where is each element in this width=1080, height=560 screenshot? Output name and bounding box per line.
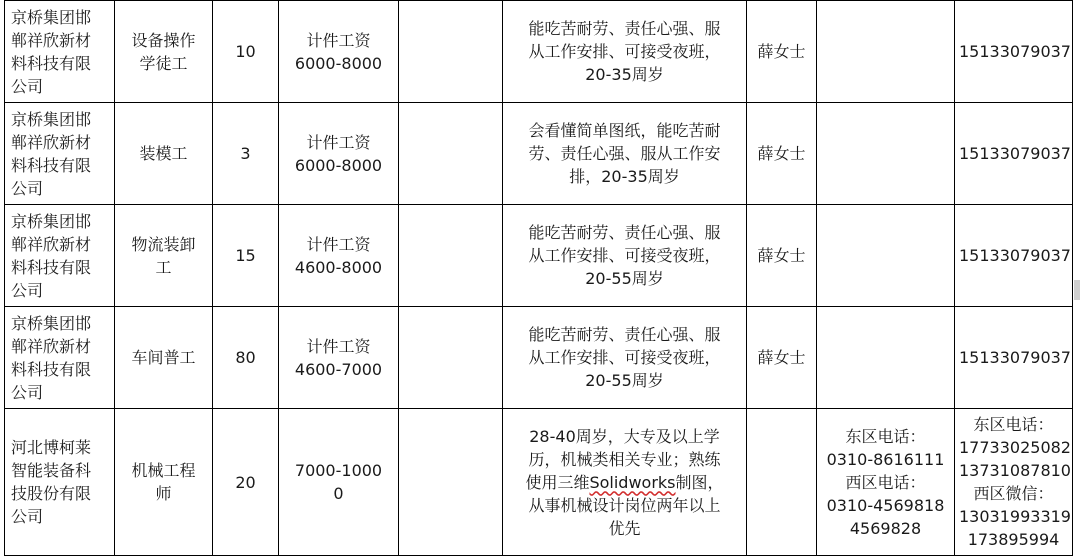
requirements-cell-line: 20-55周岁 bbox=[585, 269, 664, 288]
table-row bbox=[5, 1, 1073, 103]
requirements-cell-line: 能吃苦耐劳、责任心强、服 bbox=[528, 325, 721, 344]
blank-cell bbox=[399, 205, 503, 307]
salary-cell-line: 计件工资 bbox=[306, 132, 371, 152]
requirements-cell-line: 能吃苦耐劳、责任心强、服 bbox=[528, 223, 721, 242]
requirements-cell-line: 历，机械类相关专业；熟练 bbox=[528, 449, 721, 469]
company-cell-line: 公司 bbox=[11, 178, 44, 198]
contact-phone-cell bbox=[817, 103, 955, 205]
company-cell-line: 郸祥欣新材 bbox=[11, 234, 92, 254]
position-cell-line: 师 bbox=[155, 484, 172, 503]
contact-cell: 薛女士 bbox=[747, 307, 817, 409]
company-cell-line: 料科技有限 bbox=[11, 53, 92, 73]
requirements-cell-line: 20-35周岁 bbox=[585, 65, 664, 84]
salary-cell bbox=[279, 307, 399, 409]
contact-phone-cell bbox=[817, 409, 955, 556]
phone-cell-line: 15133079037 bbox=[959, 144, 1071, 163]
table-row bbox=[5, 103, 1073, 205]
company-cell-line: 河北博柯莱 bbox=[11, 438, 92, 457]
salary-cell-line: 计件工资 bbox=[306, 234, 371, 254]
salary-cell-line: 7000-1000 bbox=[294, 461, 383, 480]
company-cell bbox=[5, 307, 115, 409]
salary-cell bbox=[279, 409, 399, 556]
company-cell-line: 智能装备科 bbox=[11, 461, 92, 480]
position-cell-line: 工 bbox=[155, 257, 172, 277]
company-cell bbox=[5, 103, 115, 205]
contact-phone-cell-line: 4569828 bbox=[849, 518, 922, 538]
position-cell-line: 车间普工 bbox=[131, 348, 196, 367]
count-cell: 10 bbox=[213, 1, 279, 103]
company-cell-line: 京桥集团邯 bbox=[11, 7, 92, 27]
phone-cell-line: 15133079037 bbox=[959, 42, 1071, 61]
position-cell bbox=[115, 307, 213, 409]
position-cell-line: 物流装卸 bbox=[131, 234, 196, 254]
salary-cell-line: 6000-8000 bbox=[294, 155, 383, 175]
salary-cell-line: 计件工资 bbox=[306, 30, 371, 50]
contact-cell bbox=[747, 409, 817, 556]
blank-cell bbox=[399, 1, 503, 103]
requirements-cell-line: 从工作安排、可接受夜班， bbox=[528, 246, 721, 265]
salary-cell-line: 0 bbox=[333, 484, 344, 503]
position-cell bbox=[115, 205, 213, 307]
company-cell-line: 料科技有限 bbox=[11, 155, 92, 175]
company-cell-line: 料科技有限 bbox=[11, 257, 92, 277]
phone-cell-line: 西区微信： bbox=[973, 484, 1054, 503]
requirements-cell bbox=[503, 409, 747, 556]
requirements-cell-line: 从工作安排、可接受夜班， bbox=[528, 348, 721, 367]
contact-phone-cell bbox=[817, 307, 955, 409]
position-cell-line: 机械工程 bbox=[131, 461, 196, 480]
contact-cell: 薛女士 bbox=[747, 103, 817, 205]
contact-phone-cell-line: 西区电话： bbox=[845, 472, 926, 492]
contact-phone-cell-line: 0310-4569818 bbox=[826, 495, 945, 515]
count-cell: 20 bbox=[213, 409, 279, 556]
requirements-cell bbox=[503, 103, 747, 205]
company-cell-line: 公司 bbox=[11, 76, 44, 96]
blank-cell bbox=[399, 307, 503, 409]
phone-cell bbox=[955, 103, 1073, 205]
phone-cell-line: 13731087810 bbox=[959, 461, 1071, 480]
company-cell bbox=[5, 205, 115, 307]
requirements-cell-line: 优先 bbox=[608, 518, 641, 538]
company-cell-line: 郸祥欣新材 bbox=[11, 336, 92, 356]
phone-cell bbox=[955, 205, 1073, 307]
requirements-cell-line: 28-40周岁，大专及以上学 bbox=[529, 426, 720, 446]
contact-phone-cell bbox=[817, 205, 955, 307]
requirements-cell-line: 会看懂简单图纸，能吃苦耐 bbox=[528, 121, 721, 140]
requirements-cell-line: 排，20-35周岁 bbox=[569, 167, 680, 186]
company-cell-line: 京桥集团邯 bbox=[11, 313, 92, 333]
position-cell bbox=[115, 103, 213, 205]
table-row bbox=[5, 205, 1073, 307]
phone-cell bbox=[955, 409, 1073, 556]
position-cell bbox=[115, 1, 213, 103]
phone-cell-line: 15133079037 bbox=[959, 246, 1071, 265]
requirements-cell-line: 从工作安排、可接受夜班， bbox=[528, 42, 721, 61]
company-cell-line: 郸祥欣新材 bbox=[11, 132, 92, 152]
company-cell-line: 郸祥欣新材 bbox=[11, 30, 92, 50]
table-row bbox=[5, 409, 1073, 556]
phone-cell-line: 13031993319 bbox=[959, 507, 1071, 526]
contact-cell: 薛女士 bbox=[747, 1, 817, 103]
scrollbar-edge bbox=[1074, 280, 1080, 300]
phone-cell bbox=[955, 307, 1073, 409]
company-cell-line: 公司 bbox=[11, 280, 44, 300]
requirements-cell-line: 从事机械设计岗位两年以上 bbox=[528, 495, 721, 515]
phone-cell-line: 东区电话： bbox=[973, 415, 1054, 434]
company-cell-line: 技股份有限 bbox=[11, 484, 92, 503]
contact-cell: 薛女士 bbox=[747, 205, 817, 307]
salary-cell-line: 计件工资 bbox=[306, 336, 371, 356]
position-cell-line: 装模工 bbox=[139, 144, 188, 163]
count-cell: 80 bbox=[213, 307, 279, 409]
requirements-cell-line: 20-55周岁 bbox=[585, 371, 664, 390]
requirements-cell bbox=[503, 205, 747, 307]
company-cell bbox=[5, 1, 115, 103]
position-cell-line: 学徒工 bbox=[139, 53, 188, 73]
contact-phone-cell bbox=[817, 1, 955, 103]
company-cell bbox=[5, 409, 115, 556]
count-cell: 3 bbox=[213, 103, 279, 205]
salary-cell bbox=[279, 103, 399, 205]
spellcheck-word: Solidworks bbox=[589, 472, 676, 492]
count-cell: 15 bbox=[213, 205, 279, 307]
requirements-cell bbox=[503, 1, 747, 103]
salary-cell-line: 6000-8000 bbox=[294, 53, 383, 73]
phone-cell-line: 15133079037 bbox=[959, 348, 1071, 367]
company-cell-line: 料科技有限 bbox=[11, 359, 92, 379]
company-cell-line: 京桥集团邯 bbox=[11, 109, 92, 129]
contact-phone-cell-line: 东区电话： bbox=[845, 426, 926, 446]
table-body bbox=[5, 1, 1073, 556]
company-cell-line: 公司 bbox=[11, 507, 44, 526]
recruitment-table bbox=[4, 0, 1073, 556]
phone-cell-line: 17733025082 bbox=[959, 438, 1071, 457]
contact-phone-cell-line: 0310-8616111 bbox=[826, 449, 945, 469]
salary-cell-line: 4600-8000 bbox=[294, 257, 383, 277]
company-cell-line: 公司 bbox=[11, 382, 44, 402]
requirements-cell-line: 能吃苦耐劳、责任心强、服 bbox=[528, 19, 721, 38]
blank-cell bbox=[399, 103, 503, 205]
salary-cell-line: 4600-7000 bbox=[294, 359, 383, 379]
phone-cell bbox=[955, 1, 1073, 103]
position-cell-line: 设备操作 bbox=[131, 30, 196, 50]
company-cell-line: 京桥集团邯 bbox=[11, 211, 92, 231]
blank-cell bbox=[399, 409, 503, 556]
requirements-cell-line: 使用三维Solidworks制图， bbox=[525, 472, 724, 492]
salary-cell bbox=[279, 1, 399, 103]
phone-cell-line: 173895994 bbox=[967, 530, 1060, 549]
requirements-cell-line: 劳、责任心强、服从工作安 bbox=[528, 144, 721, 163]
requirements-cell bbox=[503, 307, 747, 409]
position-cell bbox=[115, 409, 213, 556]
table-row bbox=[5, 307, 1073, 409]
salary-cell bbox=[279, 205, 399, 307]
